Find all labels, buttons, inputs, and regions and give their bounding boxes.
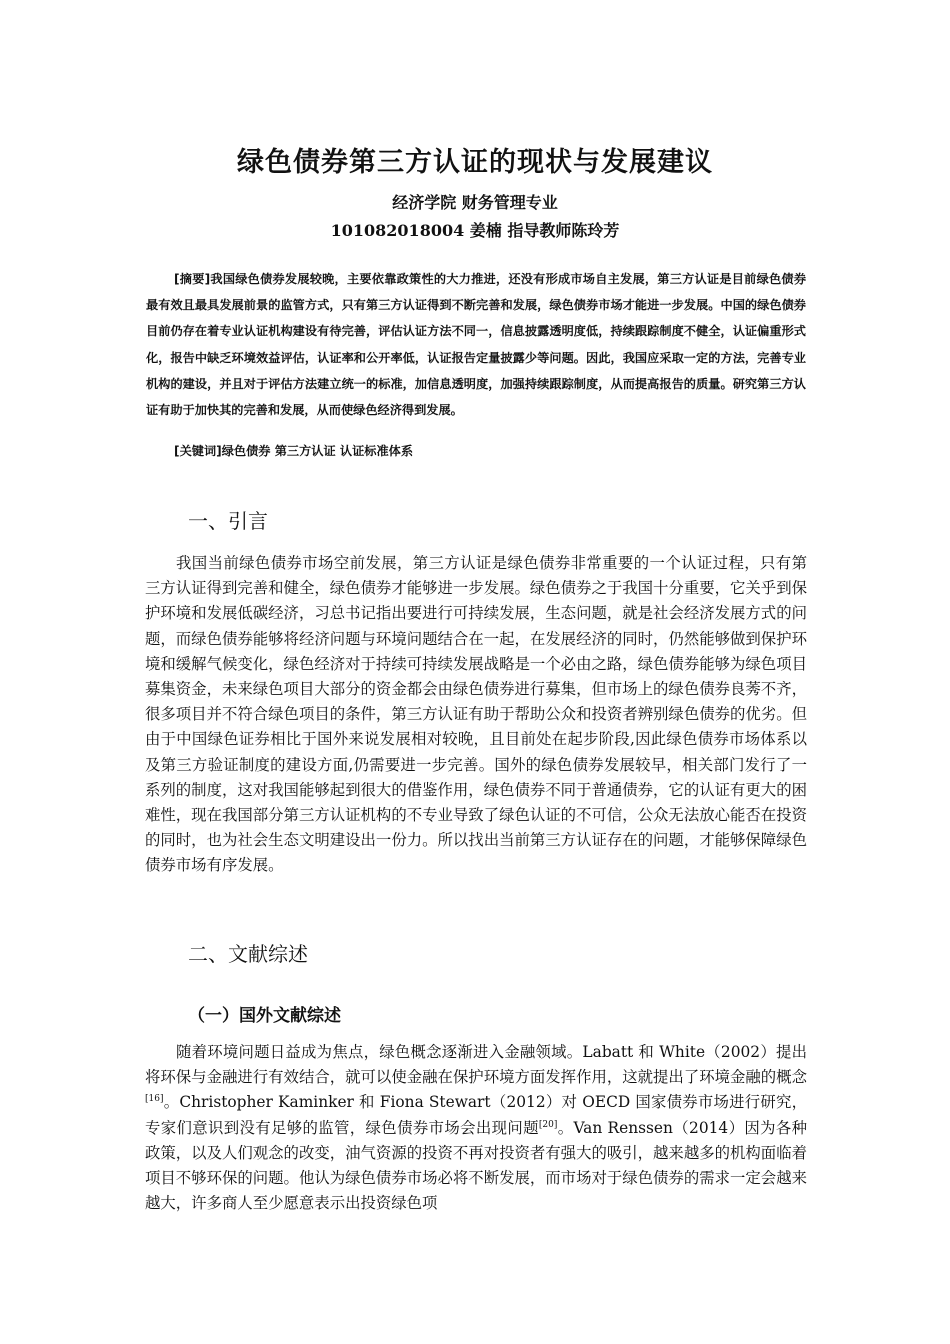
author-affiliation: 经济学院 财务管理专业 <box>392 193 558 212</box>
citation-ref-20[interactable]: [20] <box>538 1119 558 1130</box>
abstract-text: 我国绿色债券发展较晚，主要依靠政策性的大力推进，还没有形成市场自主发展，第三方认证是目前绿色债券最有效且最具发展前景的监管方式，只有第三方认证得到不断完善和发展，绿色债券市场才能进一步发展。中国的绿色债券目前仍存在着专业认证机构建设有待完善，评估认证方法不同一，信息披露透明度低，持续跟踪制度不健全，认证偏重形式化，报告中缺乏环境效益评估，认证率和公开率低，认证报告定量披露少等问题。因此，我国应采取一定的方法，完善专业机构的建设，并且对于评估方法建立统一的标准，加信息透明度，加强持续跟踪制度，从而提高报告的质量。研究第三方认证有助于加快其的完善和发展，从而使绿色经济得到发展。 <box>146 272 807 418</box>
section-heading-literature-review: 二、文献综述 <box>188 942 308 966</box>
abstract-label: [摘要] <box>174 272 211 286</box>
abstract <box>146 266 806 423</box>
subsection-heading-foreign-literature: （一）国外文献综述 <box>188 1006 341 1026</box>
section-heading-introduction: 一、引言 <box>188 509 268 533</box>
author-id-and-advisor: 101082018004 姜楠 指导教师陈玲芳 <box>330 221 620 240</box>
keywords-label: [关键词] <box>174 444 222 458</box>
citation-ref-16[interactable]: [16] <box>145 1094 164 1105</box>
keywords-text: 绿色债券 第三方认证 认证标准体系 <box>221 444 414 458</box>
introduction-paragraph: 我国当前绿色债券市场空前发展，第三方认证是绿色债券非常重要的一个认证过程，只有第三方认证得到完善和健全，绿色债券才能够进一步发展。绿色债券之于我国十分重要，它关乎到保护环境和发展低碳经济，习总书记指出要进行可持续发展，生态问题，就是社会经济发展方式的问题，而绿色债券能够将经济问题与环境问题结合在一起，在发展经济的同时，仍然能够做到保护环境和缓解气候变化，绿色经济对于持续可持续发展战略是一个必由之路，绿色债券能够为绿色项目募集资金，未来绿色项目大部分的资金都会由绿色债券进行募集，但市场上的绿色债券良莠不齐，很多项目并不符合绿色项目的条件，第三方认证有助于帮助公众和投资者辨别绿色债券的优劣。但由于中国绿色证券相比于国外来说发展相对较晚，且目前处在起步阶段,因此绿色债券市场体系以及第三方验证制度的建设方面,仍需要进一步完善。国外的绿色债券发展较早，相关部门发行了一系列的制度，这对我国能够起到很大的借鉴作用，绿色债券不同于普通债券，它的认证有更大的困难性，现在我国部分第三方认证机构的不专业导致了绿色认证的不可信，公众无法放心能否在投资的同时，也为社会生态文明建设出一份力。所以找出当前第三方认证存在的问题，才能够保障绿色债券市场有序发展。 <box>145 554 807 875</box>
paragraph-text-c: 。Van Renssen（2014）因为各种政策，以及人们观念的改变，油气资源的投资不再对投资者有强大的吸引，越来越多的机构面临着项目不够环保的问题。他认为绿色债券市场必将不断发展，而市场对于绿色债券的需求一定会越来越大，许多商人至少愿意表示出投资绿色项 <box>145 1118 807 1213</box>
paragraph-text-b: 。Christopher Kaminker 和 Fiona Stewart（2012）对 OECD 国家债券市场进行研究，专家们意识到没有足够的监管，绿色债券市场会出现问题 <box>145 1093 807 1137</box>
foreign-literature-paragraph <box>145 1040 807 1216</box>
keywords <box>174 440 806 462</box>
paper-title: 绿色债券第三方认证的现状与发展建议 <box>237 147 713 179</box>
paragraph-text-a: 随着环境问题日益成为焦点，绿色概念逐渐进入金融领域。Labatt 和 White（2002）提出将环保与金融进行有效结合，就可以使金融在保护环境方面发挥作用，这就提出了环境金融的概念 <box>145 1043 807 1087</box>
